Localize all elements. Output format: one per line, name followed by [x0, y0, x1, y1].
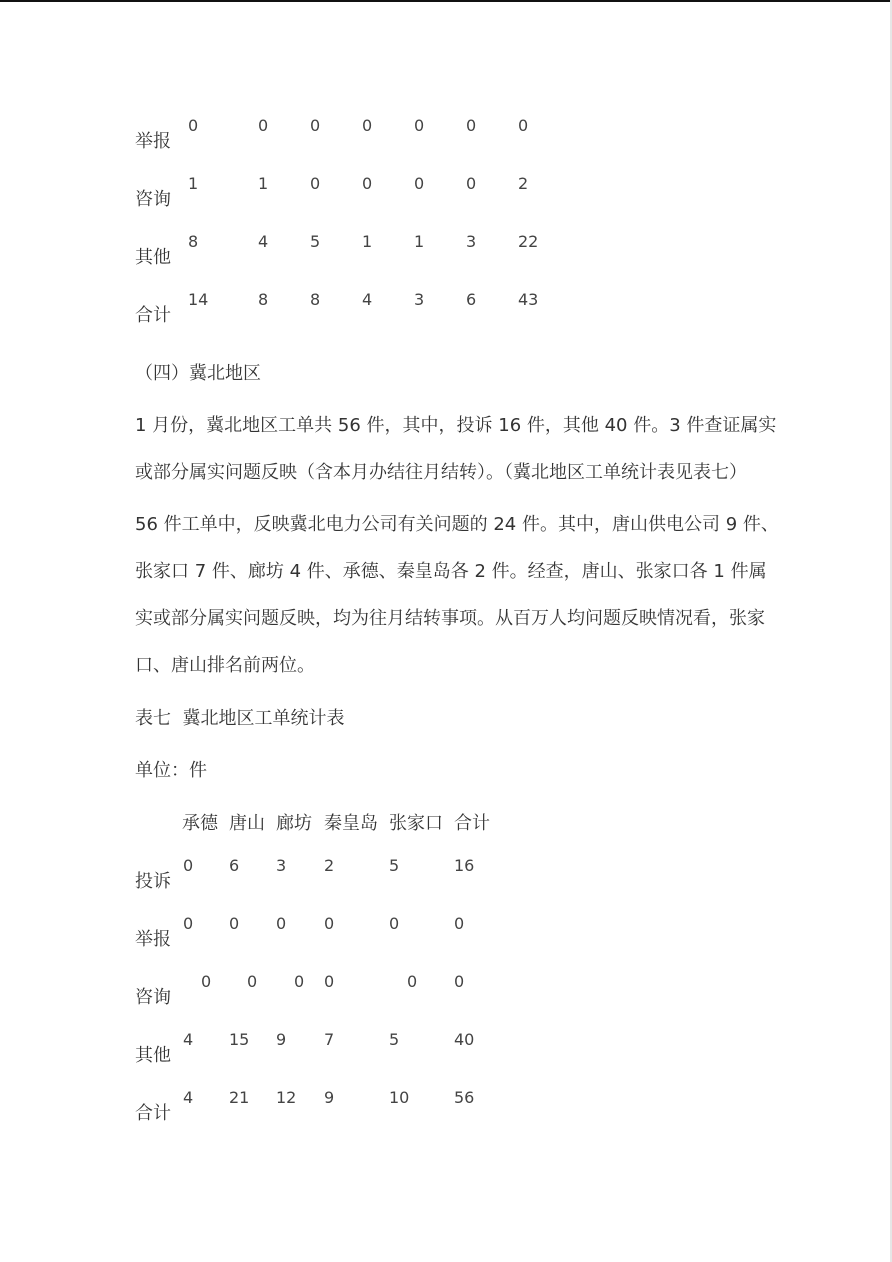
table-cell: 0 — [294, 972, 305, 991]
paragraph-line: 实或部分属实问题反映，均为往月结转事项。从百万人均问题反映情况看，张家 — [135, 608, 765, 629]
table-row-label: 举报 — [135, 929, 171, 950]
table-cell: 0 — [276, 914, 287, 933]
table-cell: 4 — [183, 1030, 194, 1049]
paragraph-line: 1 月份，冀北地区工单共 56 件，其中，投诉 16 件，其他 40 件。3 件查证属实 — [135, 415, 777, 436]
table-cell: 15 — [229, 1030, 250, 1049]
paragraph-line: 或部分属实问题反映（含本月办结往月结转）。（冀北地区工单统计表见表七） — [135, 462, 747, 483]
table-cell: 0 — [324, 914, 335, 933]
table-header: 张家口 — [389, 813, 443, 834]
table-row-label: 咨询 — [135, 987, 171, 1008]
table-cell: 9 — [276, 1030, 287, 1049]
table-cell: 10 — [389, 1088, 410, 1107]
table-row-label: 合计 — [135, 1103, 171, 1124]
table-cell: 22 — [518, 232, 539, 251]
table-cell: 6 — [229, 856, 240, 875]
table-cell: 5 — [389, 856, 400, 875]
table-cell: 0 — [454, 914, 465, 933]
table-cell: 0 — [454, 972, 465, 991]
table-cell: 0 — [362, 174, 373, 193]
table-row-label: 其他 — [135, 1045, 171, 1066]
table-cell: 12 — [276, 1088, 297, 1107]
table-cell: 56 — [454, 1088, 475, 1107]
table-cell: 21 — [229, 1088, 250, 1107]
table-cell: 0 — [201, 972, 212, 991]
table-cell: 3 — [414, 290, 425, 309]
table-cell: 3 — [276, 856, 287, 875]
table-cell: 1 — [362, 232, 373, 251]
table-cell: 6 — [466, 290, 477, 309]
table-cell: 2 — [518, 174, 529, 193]
table-cell: 43 — [518, 290, 539, 309]
table-cell: 0 — [414, 116, 425, 135]
table-cell: 5 — [310, 232, 321, 251]
table-cell: 0 — [188, 116, 199, 135]
table-cell: 4 — [183, 1088, 194, 1107]
table-row-label: 举报 — [135, 131, 171, 152]
table-cell: 4 — [362, 290, 373, 309]
table-header: 唐山 — [229, 813, 265, 834]
table-cell: 14 — [188, 290, 209, 309]
table-cell: 40 — [454, 1030, 475, 1049]
table-cell: 5 — [389, 1030, 400, 1049]
page-top-border — [0, 0, 892, 2]
table-cell: 0 — [310, 174, 321, 193]
table-cell: 1 — [188, 174, 199, 193]
table-cell: 0 — [389, 914, 400, 933]
table-cell: 0 — [183, 914, 194, 933]
table-cell: 0 — [362, 116, 373, 135]
table-cell: 1 — [414, 232, 425, 251]
table-row-label: 其他 — [135, 247, 171, 268]
table-cell: 0 — [466, 116, 477, 135]
table-cell: 0 — [407, 972, 418, 991]
paragraph-line: 56 件工单中，反映冀北电力公司有关问题的 24 件。其中，唐山供电公司 9 件、 — [135, 514, 779, 535]
paragraph-line: 张家口 7 件、廊坊 4 件、承德、秦皇岛各 2 件。经查，唐山、张家口各 1 件属 — [135, 561, 767, 582]
paragraph-line: 口、唐山排名前两位。 — [135, 655, 315, 676]
table-header: 合计 — [454, 813, 490, 834]
table-cell: 0 — [414, 174, 425, 193]
table-cell: 0 — [258, 116, 269, 135]
table-unit: 单位：件 — [135, 760, 207, 781]
section-heading: （四）冀北地区 — [135, 363, 261, 384]
table-cell: 0 — [310, 116, 321, 135]
table-cell: 16 — [454, 856, 475, 875]
table-header: 廊坊 — [276, 813, 312, 834]
table-row-label: 投诉 — [135, 871, 171, 892]
table-cell: 1 — [258, 174, 269, 193]
table-cell: 0 — [324, 972, 335, 991]
table-cell: 0 — [466, 174, 477, 193]
table-cell: 8 — [188, 232, 199, 251]
table-cell: 2 — [324, 856, 335, 875]
table-cell: 0 — [518, 116, 529, 135]
table-row-label: 咨询 — [135, 189, 171, 210]
table-cell: 9 — [324, 1088, 335, 1107]
table-cell: 0 — [183, 856, 194, 875]
table-cell: 0 — [247, 972, 258, 991]
table-cell: 0 — [229, 914, 240, 933]
table-cell: 8 — [310, 290, 321, 309]
table-cell: 8 — [258, 290, 269, 309]
table-cell: 4 — [258, 232, 269, 251]
table-title: 表七 冀北地区工单统计表 — [135, 708, 345, 729]
table-header: 承德 — [182, 813, 218, 834]
table-cell: 7 — [324, 1030, 335, 1049]
table-row-label: 合计 — [135, 305, 171, 326]
table-cell: 3 — [466, 232, 477, 251]
table-header: 秦皇岛 — [324, 813, 378, 834]
